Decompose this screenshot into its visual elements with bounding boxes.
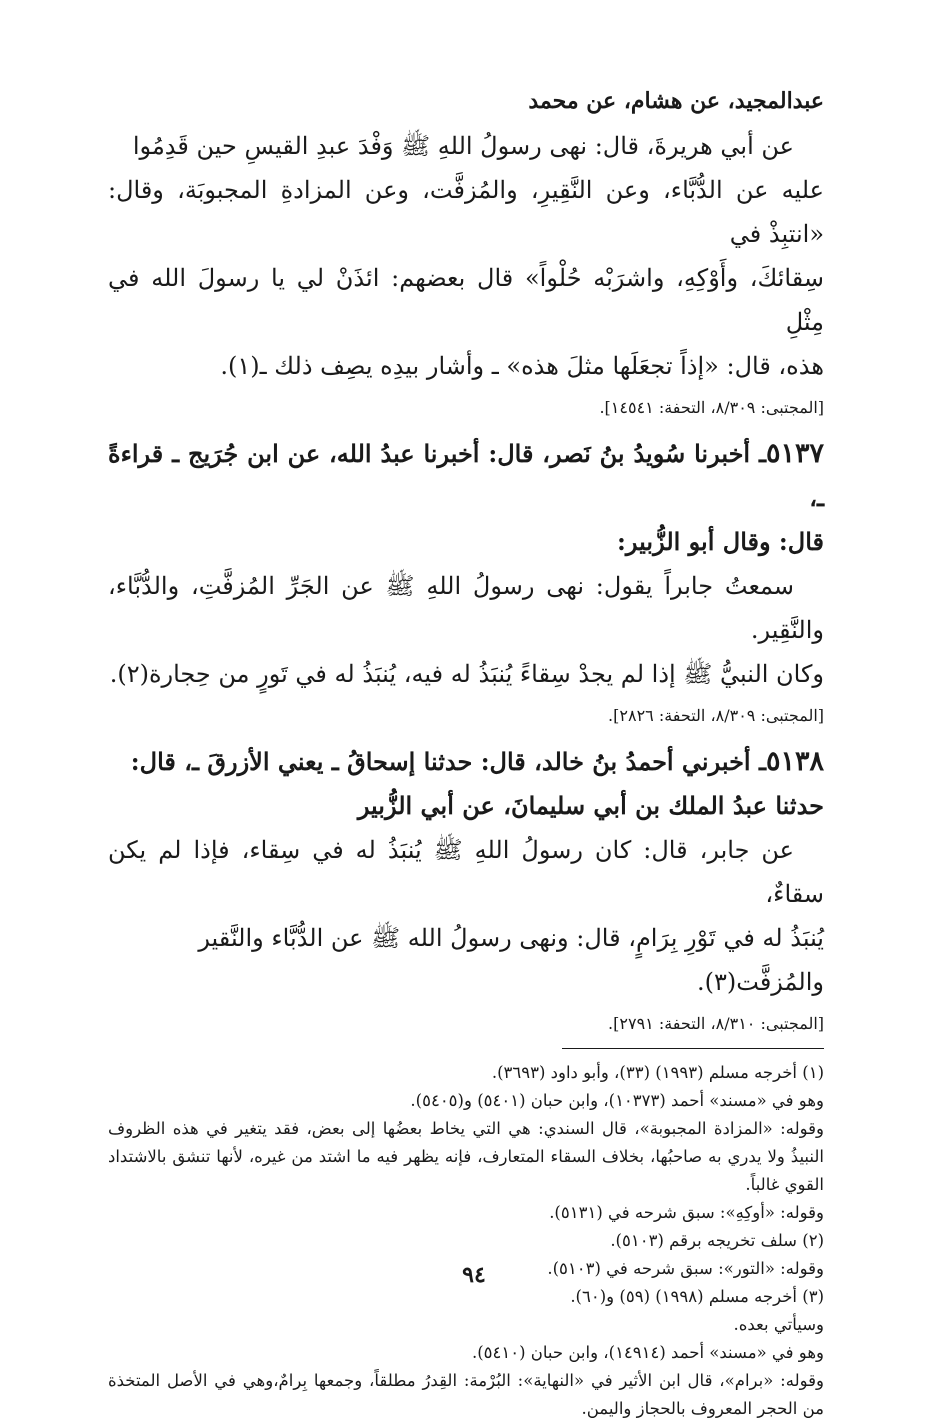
matn-line: سمعتُ جابراً يقول: نهى رسولُ اللهِ ﷺ عن الجَرِّ المُزفَّتِ، والدُّبَّاء، والنَّقِير. xyxy=(108,572,824,644)
footnote-line: وقوله: «أوكِهِ»: سبق شرحه في (٥١٣١). xyxy=(549,1203,824,1222)
footnote-line: وقوله: «برام»، قال ابن الأثير في «النهاية»: البُرْمة: القِدرُ مطلقاً، وجمعها بِرامٌ،وهي في الأصل المتخذة من الحجر المعروف بالحجاز واليمن. xyxy=(108,1371,824,1418)
isnad-line xyxy=(108,432,824,520)
footnote-separator xyxy=(562,1048,824,1049)
hadith-reference: [المجتبى: ٨/٣١٠، التحفة: ٢٧٩١]. xyxy=(608,1014,824,1033)
isnad-line xyxy=(108,740,824,784)
hadith-5136-text xyxy=(108,124,824,388)
footnote-line: (٣) أخرجه مسلم (١٩٩٨) (٥٩) و(٦٠). xyxy=(570,1287,824,1306)
page-number: ٩٤ xyxy=(462,1262,486,1288)
isnad-text: ـ أخبرنا سُويدُ بنُ نَصر، قال: أخبرنا عبدُ الله، عن ابن جُرَيج ـ قراءةً ـ، xyxy=(108,439,824,512)
hadith-5138 xyxy=(108,740,824,1004)
text-line: عن أبي هريرةَ، قال: نهى رسولُ اللهِ ﷺ وَفْدَ عبدِ القيسِ حين قَدِمُوا xyxy=(132,132,794,160)
text-line: عليه عن الدُّبَّاء، وعن النَّقِيرِ، والمُزفَّت، وعن المزادةِ المجبوبَة، وقال: «انتبِذْ في xyxy=(108,176,824,248)
hadith-5137 xyxy=(108,432,824,696)
footnote-line: وقوله: «التور»: سبق شرحه في (٥١٠٣). xyxy=(547,1259,824,1278)
isnad-header: عبدالمجيد، عن هشام، عن محمد xyxy=(528,88,824,114)
footnote-line: وقوله: «المزادة المجبوبة»، قال السندي: هي التي يخاط بعضُها إلى بعض، فقد يتغير في هذه الظروف النبيذُ ولا يدري به صاحبُها، بخلاف السقاء المتعارف، فإنه يظهر فيه ما اشتد من غيره، لأنها تنشق بالاشتداد القوي غالباً. xyxy=(108,1119,824,1194)
footnote-line: (١) أخرجه مسلم (١٩٩٣) (٣٣)، وأبو داود (٣٦٩٣). xyxy=(491,1063,824,1082)
matn-line: يُنبَذُ له في تَوْرِ بِرَامٍ، قال: ونهى رسولُ الله ﷺ عن الدُّبَّاء والنَّقير والمُزفَّت(٣). xyxy=(198,924,824,996)
hadith-number: ٥١٣٨ xyxy=(765,746,824,777)
matn-line: وكان النبيُّ ﷺ إذا لم يجدْ سِقاءً يُنبَذُ له فيه، يُنبَذُ له في تَورٍ من حِجارة(٢). xyxy=(109,660,824,688)
text-line: هذه، قال: «إذاً تجعَلَها مثلَ هذه» ـ وأشار بيدِه يصِف ذلك ـ(١). xyxy=(220,352,824,380)
isnad-line: حدثنا عبدُ الملك بن أبي سليمانَ، عن أبي الزُّبير xyxy=(357,791,824,820)
matn-line: عن جابر، قال: كان رسولُ اللهِ ﷺ يُنبَذُ له في سِقاء، فإذا لم يكن سقاءٌ، xyxy=(108,836,824,908)
isnad-line: قال: وقال أبو الزُّبير: xyxy=(617,527,824,556)
footnote-line: (٢) سلف تخريجه برقم (٥١٠٣). xyxy=(610,1231,824,1250)
text-line: سِقائكَ، وأَوْكِهِ، واشرَبْه حُلْواً» قال بعضهم: ائذَنْ لي يا رسولَ الله في مِثْلِ xyxy=(108,264,824,336)
footnote-line: وهو في «مسند» أحمد (١٠٣٧٣)، وابن حبان (٥٤٠١) و(٥٤٠٥). xyxy=(410,1091,824,1110)
isnad-text: ـ أخبرني أحمدُ بنُ خالد، قال: حدثنا إسحاقُ ـ يعني الأزرقَ ـ، قال: xyxy=(130,747,766,776)
footnotes xyxy=(108,1059,824,1423)
footnote-line: وسيأتي بعده. xyxy=(733,1315,824,1334)
hadith-reference: [المجتبى: ٨/٣٠٩، التحفة: ٢٨٢٦]. xyxy=(608,706,824,725)
hadith-reference: [المجتبى: ٨/٣٠٩، التحفة: ١٤٥٤١]. xyxy=(599,398,824,417)
hadith-number: ٥١٣٧ xyxy=(765,438,824,469)
footnote-line: وهو في «مسند» أحمد (١٤٩١٤)، وابن حبان (٥٤١٠). xyxy=(471,1343,824,1362)
